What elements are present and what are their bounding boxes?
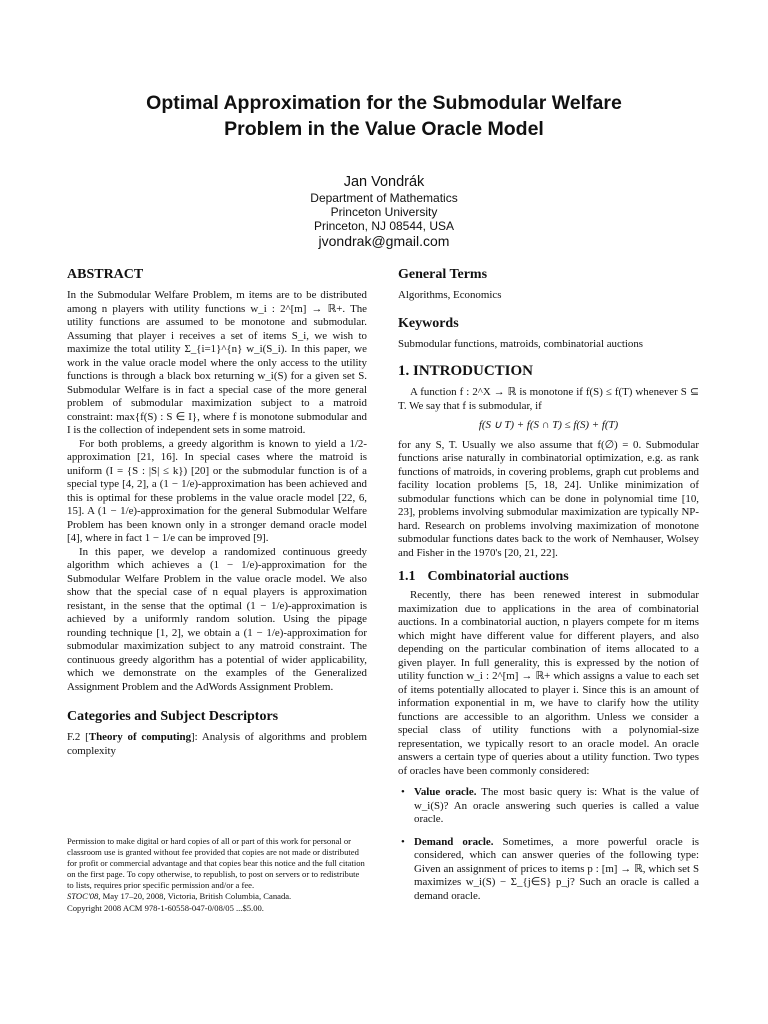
author-address: Princeton, NJ 08544, USA — [313, 219, 455, 233]
author-email: jvondrak@gmail.com — [318, 233, 450, 249]
abstract-heading: ABSTRACT — [67, 267, 144, 282]
subsection-title: Combinatorial auctions — [427, 569, 569, 584]
permission-text: Permission to make digital or hard copies of all or part of this work for personal or classroom use is granted without fee provided that copies are not made or distributed for profit or commercial advantage and that copies bear this notice and the full citation on the first page. To copy otherwise, to republish, to post on servers or to redistribute to lists, requires prior specific permission and/or a fee. — [67, 836, 365, 891]
left-column — [67, 266, 367, 758]
author-name: Jan Vondrák — [343, 174, 425, 190]
intro-paragraph-2: for any S, T. Usually we also assume that f(∅) = 0. Submodular functions arise naturally in combinatorial optimization, e.g. as rank functions of matroids, in covering problems, graph cut problems and facility location problems [5, 18, 24]. Unlike minimization of submodular functions which can be done in polynomial time [10, 23], problems involving submodular maximization are typically NP-hard. Research on problems involving maximization of monotone submodular functions dates back to the work of Nemhauser, Wolsey and Fisher in the 1970's [20, 21, 22]. — [398, 438, 699, 559]
subsection-paragraph-1: Recently, there has been renewed interest in submodular maximization due to applications in the area of combinatorial auctions. In a combinatorial auction, n players compete for m items which might have different value for different players, and also depending on the particular combination of items allocated to a given player. In full generality, this is expressed by the notion of utility function w_i : 2^[m] → ℝ+ which assigns a value to each set of items potentially allocated to player i. Since this is an amount of information exponential in m, we have to clarify how the utility functions are accessible to an algorithm. Unless we consider a special class of utility functions with a polynomial-size representation, we typically resort to an oracle model. An oracle answers a certain type of queries about a utility function. Two types of oracles have been commonly considered: — [398, 589, 699, 777]
general-terms-heading: General Terms — [398, 267, 488, 282]
keywords-text: Submodular functions, matroids, combinatorial auctions — [398, 337, 643, 350]
abstract-paragraph-3: In this paper, we develop a randomized continuous greedy algorithm which achieves a (1 − 1/e)-approximation for the Submodular Welfare Problem in the value oracle model. We also show that the special case of n equal players is approximation resistant, in the sense that the optimal (1 − 1/e)-approximation is achieved by a uniformly random solution. Using the pipage rounding technique [1, 2], we obtain a (1 − 1/e)-approximation for submodular maximization subject to any matroid constraint. The continuous greedy algorithm has a potential of wider applicability, which we demonstrate on the examples of the Generalized Assignment Problem and the AdWords Assignment Problem. — [67, 545, 367, 693]
subsection-number: 1.1 — [398, 569, 416, 584]
categories-text — [67, 731, 367, 758]
paper-title — [40, 90, 728, 142]
categories-heading: Categories and Subject Descriptors — [67, 709, 279, 724]
intro-paragraph-1: A function f : 2^X → ℝ is monotone if f(S) ≤ f(T) whenever S ⊆ T. We say that f is submodular, if — [398, 386, 699, 412]
oracle-list — [398, 786, 699, 903]
permission-notice — [67, 836, 367, 914]
general-terms-text: Algorithms, Economics — [398, 289, 502, 301]
bullet-label: Demand oracle. — [414, 835, 494, 848]
introduction-heading: 1. INTRODUCTION — [398, 363, 534, 379]
categories-rest: ]: Analysis of algorithms and problem complexity — [67, 731, 367, 757]
keywords-heading: Keywords — [398, 315, 459, 331]
copyright-line: Copyright 2008 ACM 978-1-60558-047-0/08/05 ...$5.00. — [67, 902, 264, 913]
list-item — [401, 786, 700, 827]
right-column — [398, 266, 699, 912]
categories-code: F.2 [ — [67, 731, 89, 743]
conference-details: May 17–20, 2008, Victoria, British Columbia, Canada. — [100, 891, 292, 902]
bullet-text: Sometimes, a more powerful oracle is considered, which can answer queries of the following type: Given an assignment of prices to items p : [m] → ℝ, which set S maximizes w_i(S) − Σ_{j∈S} p_j? Such an oracle is called a demand oracle. — [414, 835, 699, 902]
abstract-paragraph-2: For both problems, a greedy algorithm is known to yield a 1/2-approximation [21, 16]. In special cases where the matroid is uniform (I = {S : |S| ≤ k}) [20] or the submodular function is of a special type [4, 2], a (1 − 1/e)-approximation has been achieved and this is optimal for these problems in the value oracle model [22, 6, 15]. A (1 − 1/e)-approximation for the general Submodular Welfare Problem has been known only in a stronger demand oracle model [4], where in fact 1 − 1/e can be improved [9]. — [67, 437, 367, 544]
author-block — [184, 173, 584, 249]
list-item — [401, 835, 699, 904]
bullet-icon: • — [401, 786, 405, 798]
title-line-1: Optimal Approximation for the Submodular Welfare — [146, 92, 622, 114]
bullet-label: Value oracle. — [414, 786, 477, 798]
subsection-heading — [398, 568, 699, 585]
author-department: Department of Mathematics — [310, 191, 458, 205]
bullet-icon: • — [401, 835, 405, 848]
title-line-2: Problem in the Value Oracle Model — [224, 118, 544, 140]
abstract-paragraph-1: In the Submodular Welfare Problem, m items are to be distributed among n players with utility functions w_i : 2^[m] → ℝ+. The utility functions are assumed to be monotone and submodular. Assuming that player i receives a set of items S_i, we wish to maximize the total utility Σ_{i=1}^{n} w_i(S_i). In this paper, we work in the value oracle model where the only access to the utility functions is through a black box returning w_i(S) for a given set S. Submodular Welfare is in fact a special case of the more general problem of submodular maximization subject to a matroid constraint: max{f(S) : S ∈ I}, where f is monotone submodular and I is the collection of independent sets in some matroid. — [67, 289, 367, 436]
categories-bold: Theory of computing — [88, 731, 192, 743]
conference-name: STOC'08, — [67, 891, 101, 902]
submodular-equation: f(S ∪ T) + f(S ∩ T) ≤ f(S) + f(T) — [478, 419, 619, 431]
conference-line — [67, 891, 367, 902]
bullet-text: The most basic query is: What is the value of w_i(S)? An oracle answering such queries is called a value oracle. — [414, 786, 700, 825]
author-university: Princeton University — [330, 205, 438, 219]
